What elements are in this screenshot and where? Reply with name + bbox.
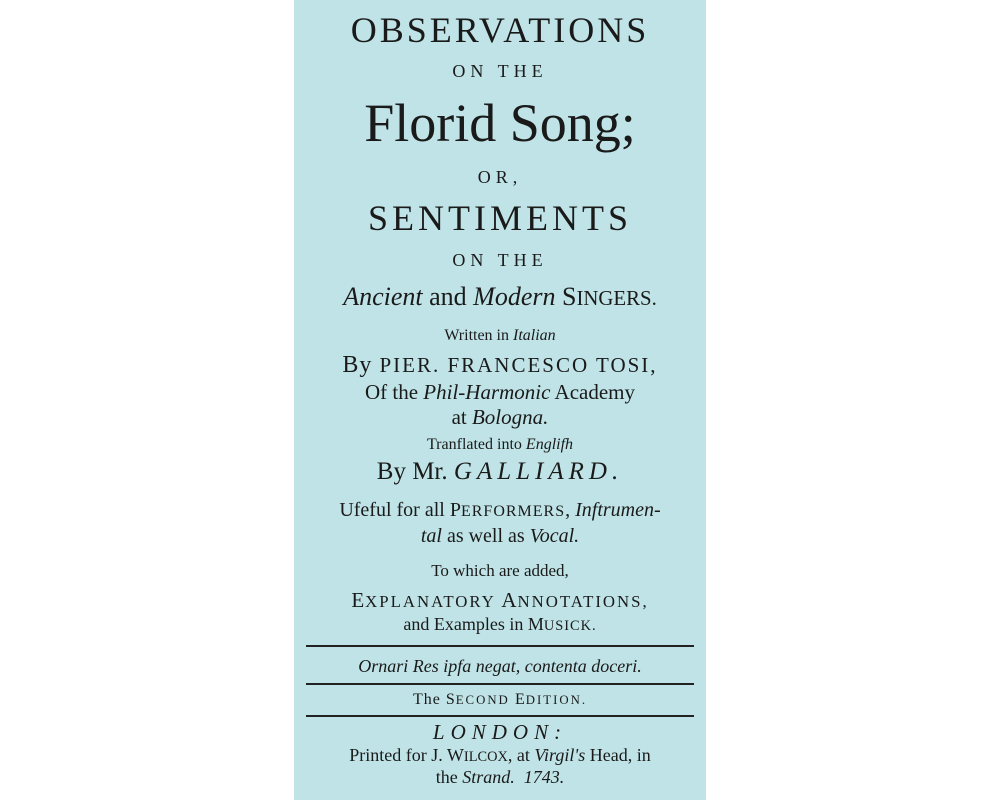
annotations-rest: NNOTATIONS, — [517, 592, 649, 611]
motto-line: Ornari Res ipfa negat, contenta doceri. — [358, 656, 642, 676]
author-name: PIER. FRANCESCO TOSI, — [379, 353, 658, 377]
title-page — [294, 0, 706, 800]
year: 1743. — [514, 767, 565, 787]
musick-rest: USICK. — [543, 618, 597, 634]
and-word: and — [422, 282, 474, 311]
second-rest: ECOND — [455, 693, 515, 707]
title-observations: OBSERVATIONS — [350, 10, 650, 50]
head-in: Head, in — [585, 745, 651, 765]
title-florid-song: Florid Song; — [364, 93, 636, 153]
phil-harmonic: Phil-Harmonic — [423, 380, 551, 404]
title-sentiments: SENTIMENTS — [368, 198, 632, 238]
divider-rule-3 — [306, 715, 694, 717]
wilcox-rest: ILCOX — [463, 749, 508, 765]
modern-word: Modern — [473, 282, 556, 311]
printed-for: Printed for J. — [349, 745, 447, 765]
the-word: The — [412, 691, 446, 708]
at-word-2: , at — [507, 745, 535, 765]
italian-word: Italian — [513, 327, 556, 344]
musick-cap: M — [527, 614, 544, 634]
comma: , — [565, 499, 576, 521]
bologna-line — [294, 407, 706, 428]
edition-rest: DITION. — [525, 693, 588, 707]
wilcox-cap: W — [446, 745, 464, 765]
bologna-word: Bologna. — [471, 405, 549, 429]
academy-line — [294, 382, 706, 403]
explanatory-rest: XPLANATORY — [365, 592, 502, 611]
written-in-italian — [294, 328, 706, 344]
the-word-2: the — [435, 767, 463, 787]
useful-line — [294, 500, 706, 520]
annotations-cap: A — [501, 588, 518, 612]
edition-line — [294, 692, 706, 708]
instrumen-word: Inftrumen- — [575, 499, 661, 521]
vocal-line — [294, 526, 706, 546]
by-word: By — [342, 352, 380, 378]
singers-rest: INGERS. — [576, 287, 657, 310]
explanatory-cap: E — [351, 588, 366, 612]
divider-rule-2 — [306, 683, 694, 685]
academy-word: Academy — [550, 380, 636, 404]
by-mr: By Mr. — [376, 458, 454, 485]
of-the: Of the — [364, 380, 424, 404]
galliard-name: GALLIARD. — [453, 458, 624, 485]
as-well-as: as well as — [441, 525, 530, 547]
title-or: OR, — [477, 167, 523, 187]
imprint-printed-for — [294, 746, 706, 764]
added-line: To which are added, — [431, 561, 569, 580]
edition-cap: E — [515, 691, 526, 708]
second-cap: S — [445, 691, 456, 708]
imprint-london: LONDON: — [432, 720, 568, 744]
virgils-word: Virgil's — [534, 745, 586, 765]
performers-rest: ERFORMERS — [460, 503, 566, 520]
performers-cap: P — [449, 499, 461, 521]
examples-line — [294, 615, 706, 633]
ancient-word: Ancient — [343, 282, 423, 311]
and-examples: and Examples in — [403, 614, 528, 634]
title-on-the-1: ON THE — [452, 61, 548, 81]
tal-word: tal — [420, 525, 442, 547]
author-line — [294, 353, 706, 377]
english-word: Englifh — [525, 436, 574, 453]
strand-word: Strand. — [462, 767, 515, 787]
vocal-word: Vocal. — [529, 525, 580, 547]
singers-cap: S — [562, 282, 577, 311]
imprint-strand — [294, 768, 706, 786]
title-on-the-2: ON THE — [452, 250, 548, 270]
translated-line — [294, 437, 706, 453]
useful-for-all: Ufeful for all — [339, 499, 450, 521]
annotations-line — [294, 590, 706, 611]
translated-into: Tranflated into — [426, 436, 526, 453]
written-in: Written in — [444, 327, 513, 344]
at-word: at — [451, 405, 472, 429]
translator-line — [294, 459, 706, 484]
divider-rule-1 — [306, 645, 694, 647]
title-ancient-modern-singers — [294, 284, 706, 310]
